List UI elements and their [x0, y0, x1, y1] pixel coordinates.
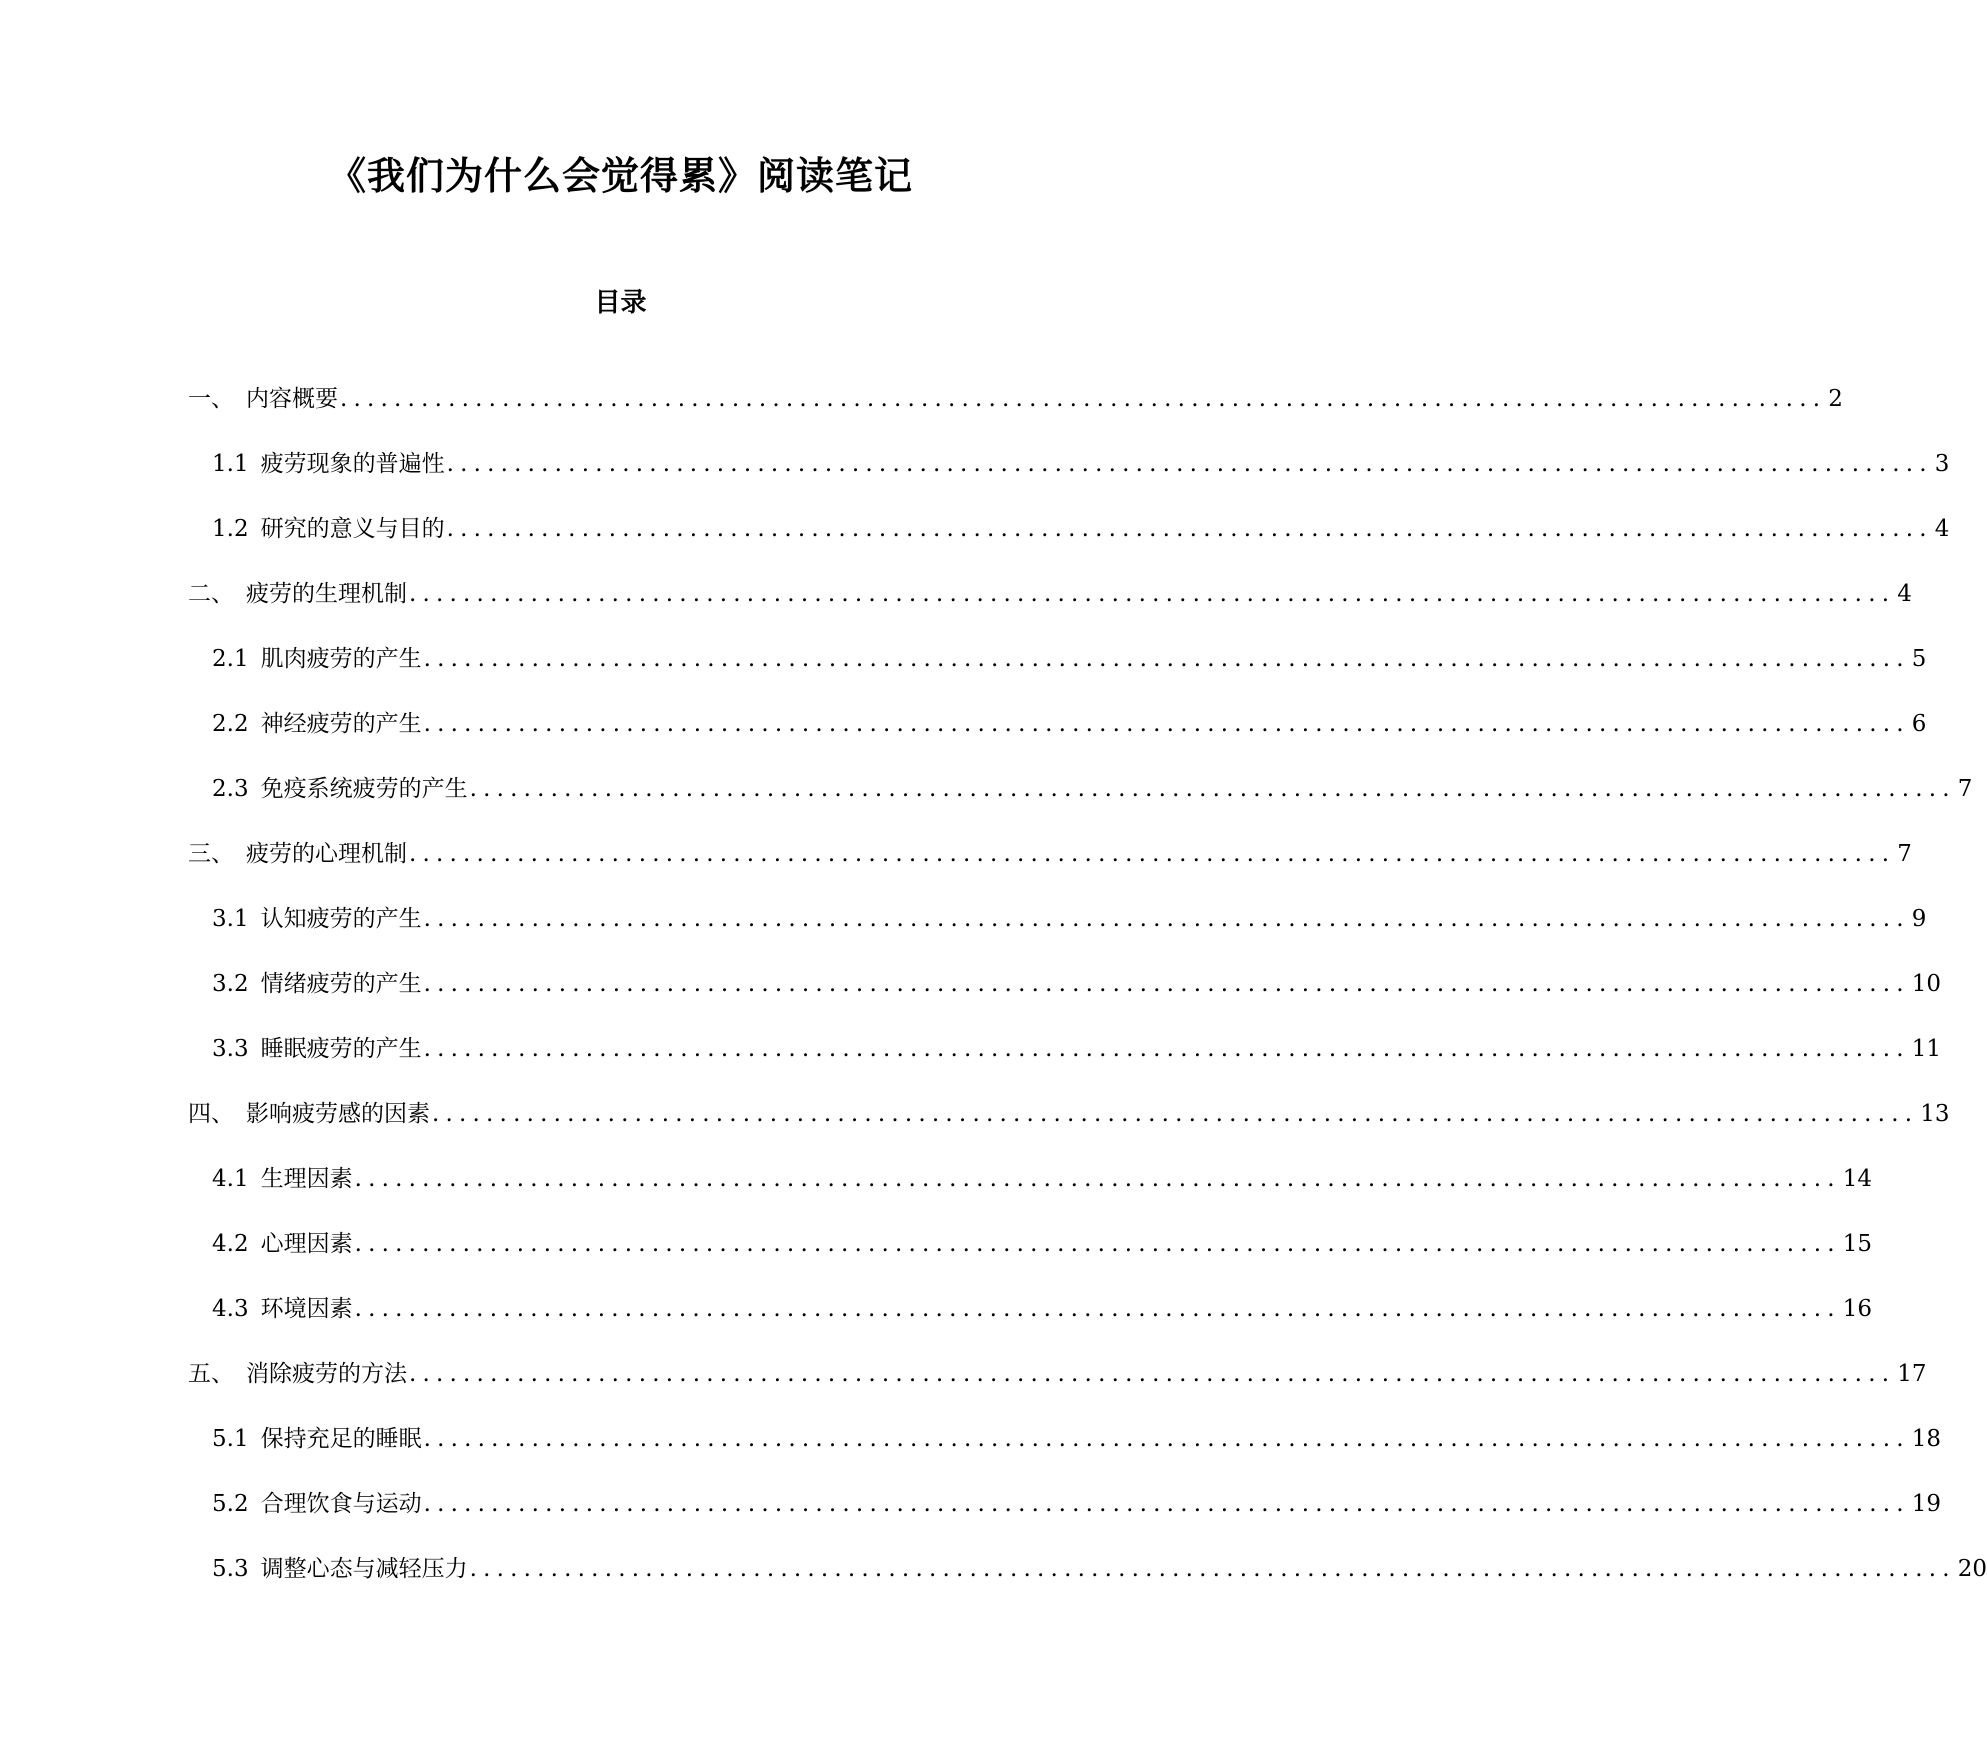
- toc-entry-number: 4.2: [212, 1231, 249, 1257]
- toc-entry-text: 生理因素: [260, 1166, 353, 1192]
- toc-entry[interactable]: [212, 772, 1973, 806]
- toc-entry-number: 4.3: [212, 1296, 249, 1322]
- toc-entry-page: 20: [1957, 1556, 1987, 1582]
- toc-entry-number: 二、: [188, 581, 234, 607]
- toc-entry[interactable]: [188, 382, 1843, 416]
- toc-leader-dots: ..............................................................................................................: [423, 906, 1910, 932]
- toc-entry-page: 13: [1920, 1101, 1950, 1127]
- toc-leader-dots: ..............................................................................................................: [409, 581, 1896, 607]
- toc-entry-page: 5: [1911, 646, 1927, 672]
- toc-entry-page: 19: [1911, 1491, 1942, 1517]
- toc-leader-dots: ..............................................................................................................: [354, 1166, 1841, 1192]
- toc-entry-number: 5.1: [212, 1426, 249, 1452]
- toc-entry-page: 16: [1842, 1296, 1873, 1322]
- toc-entry-number: 2.2: [212, 711, 249, 737]
- toc-entry-text: 肌肉疲劳的产生: [260, 646, 422, 672]
- toc-leader-dots: ..............................................................................................................: [354, 1296, 1841, 1322]
- toc-entry-number: 五、: [188, 1361, 234, 1387]
- toc-entry[interactable]: [212, 1227, 1873, 1261]
- toc-entry[interactable]: [212, 1487, 1942, 1521]
- toc-entry-text: 免疫系统疲劳的产生: [260, 776, 468, 802]
- toc-entry-page: 11: [1911, 1036, 1942, 1062]
- toc-entry[interactable]: [212, 1292, 1873, 1326]
- toc-entry-number: 3.1: [212, 906, 249, 932]
- toc-entry-number: 一、: [188, 386, 234, 412]
- toc-entry[interactable]: [212, 1032, 1942, 1066]
- toc-entry-page: 3: [1934, 451, 1950, 477]
- toc-entry-text: 疲劳的心理机制: [246, 841, 407, 867]
- toc-entry-number: 四、: [188, 1101, 234, 1127]
- toc-entry-text: 情绪疲劳的产生: [260, 971, 422, 997]
- toc-entry-text: 环境因素: [260, 1296, 353, 1322]
- toc-entry-number: 3.3: [212, 1036, 249, 1062]
- toc-entry[interactable]: [188, 837, 1912, 871]
- toc-leader-dots: ..............................................................................................................: [340, 386, 1827, 412]
- toc-entry[interactable]: [212, 447, 1950, 481]
- toc-entry-number: 三、: [188, 841, 234, 867]
- toc-leader-dots: ..............................................................................................................: [354, 1231, 1841, 1257]
- toc-entry[interactable]: [188, 1097, 1950, 1131]
- toc-entry[interactable]: [212, 707, 1927, 741]
- toc-entry-page: 4: [1934, 516, 1950, 542]
- toc-entry-number: 2.3: [212, 776, 249, 802]
- toc-entry-text: 合理饮食与运动: [260, 1491, 422, 1517]
- toc-leader-dots: ..............................................................................................................: [409, 841, 1896, 867]
- toc-entry-text: 疲劳现象的普遍性: [260, 451, 445, 477]
- toc-leader-dots: ..............................................................................................................: [423, 971, 1910, 997]
- toc-entry-text: 睡眠疲劳的产生: [260, 1036, 422, 1062]
- toc-entry-page: 6: [1911, 711, 1927, 737]
- toc-entry-text: 影响疲劳感的因素: [246, 1101, 430, 1127]
- toc-leader-dots: ..............................................................................................................: [423, 1491, 1910, 1517]
- toc-leader-dots: ..............................................................................................................: [469, 776, 1956, 802]
- toc-leader-dots: ..............................................................................................................: [409, 1361, 1896, 1387]
- toc-entry-number: 1.2: [212, 516, 249, 542]
- toc-entry[interactable]: [212, 642, 1927, 676]
- toc-entry-page: 4: [1897, 581, 1912, 607]
- toc-leader-dots: ..............................................................................................................: [469, 1556, 1956, 1582]
- toc-entry[interactable]: [212, 902, 1927, 936]
- document-title: 《我们为什么会觉得累》阅读笔记: [327, 153, 913, 198]
- toc-leader-dots: ..............................................................................................................: [423, 711, 1910, 737]
- toc-leader-dots: ..............................................................................................................: [423, 1426, 1910, 1452]
- toc-entry-page: 17: [1897, 1361, 1927, 1387]
- toc-entry[interactable]: [188, 577, 1912, 611]
- toc-entry-text: 认知疲劳的产生: [260, 906, 422, 932]
- toc-entry-text: 疲劳的生理机制: [246, 581, 407, 607]
- toc-entry[interactable]: [212, 1422, 1942, 1456]
- toc-entry-page: 10: [1911, 971, 1942, 997]
- toc-entry-page: 14: [1842, 1166, 1873, 1192]
- toc-entry-page: 7: [1897, 841, 1912, 867]
- toc-entry-text: 调整心态与减轻压力: [260, 1556, 468, 1582]
- toc-entry-text: 保持充足的睡眠: [260, 1426, 422, 1452]
- toc-entry-text: 内容概要: [246, 386, 338, 412]
- toc-entry-page: 2: [1828, 386, 1843, 412]
- toc-entry-number: 2.1: [212, 646, 249, 672]
- toc-heading: 目录: [594, 288, 647, 318]
- toc-entry[interactable]: [212, 512, 1950, 546]
- toc-entry-page: 15: [1842, 1231, 1873, 1257]
- toc-entry-text: 神经疲劳的产生: [260, 711, 422, 737]
- toc-entry-page: 18: [1911, 1426, 1942, 1452]
- toc-leader-dots: ..............................................................................................................: [446, 451, 1933, 477]
- toc-leader-dots: ..............................................................................................................: [432, 1101, 1919, 1127]
- toc-leader-dots: ..............................................................................................................: [446, 516, 1933, 542]
- toc-leader-dots: ..............................................................................................................: [423, 646, 1910, 672]
- toc-entry[interactable]: [212, 1162, 1873, 1196]
- toc-entry-number: 4.1: [212, 1166, 249, 1192]
- toc-leader-dots: ..............................................................................................................: [423, 1036, 1910, 1062]
- toc-entry-number: 5.3: [212, 1556, 249, 1582]
- toc-entry[interactable]: [188, 1357, 1927, 1391]
- toc-entry-page: 9: [1911, 906, 1927, 932]
- toc-entry[interactable]: [212, 1552, 1987, 1586]
- toc-entry-page: 7: [1957, 776, 1973, 802]
- toc-entry-number: 1.1: [212, 451, 249, 477]
- toc-entry-text: 心理因素: [260, 1231, 353, 1257]
- toc-entry-number: 3.2: [212, 971, 249, 997]
- toc-entry-text: 研究的意义与目的: [260, 516, 445, 542]
- toc-entry[interactable]: [212, 967, 1942, 1001]
- toc-entry-text: 消除疲劳的方法: [246, 1361, 407, 1387]
- toc-entry-number: 5.2: [212, 1491, 249, 1517]
